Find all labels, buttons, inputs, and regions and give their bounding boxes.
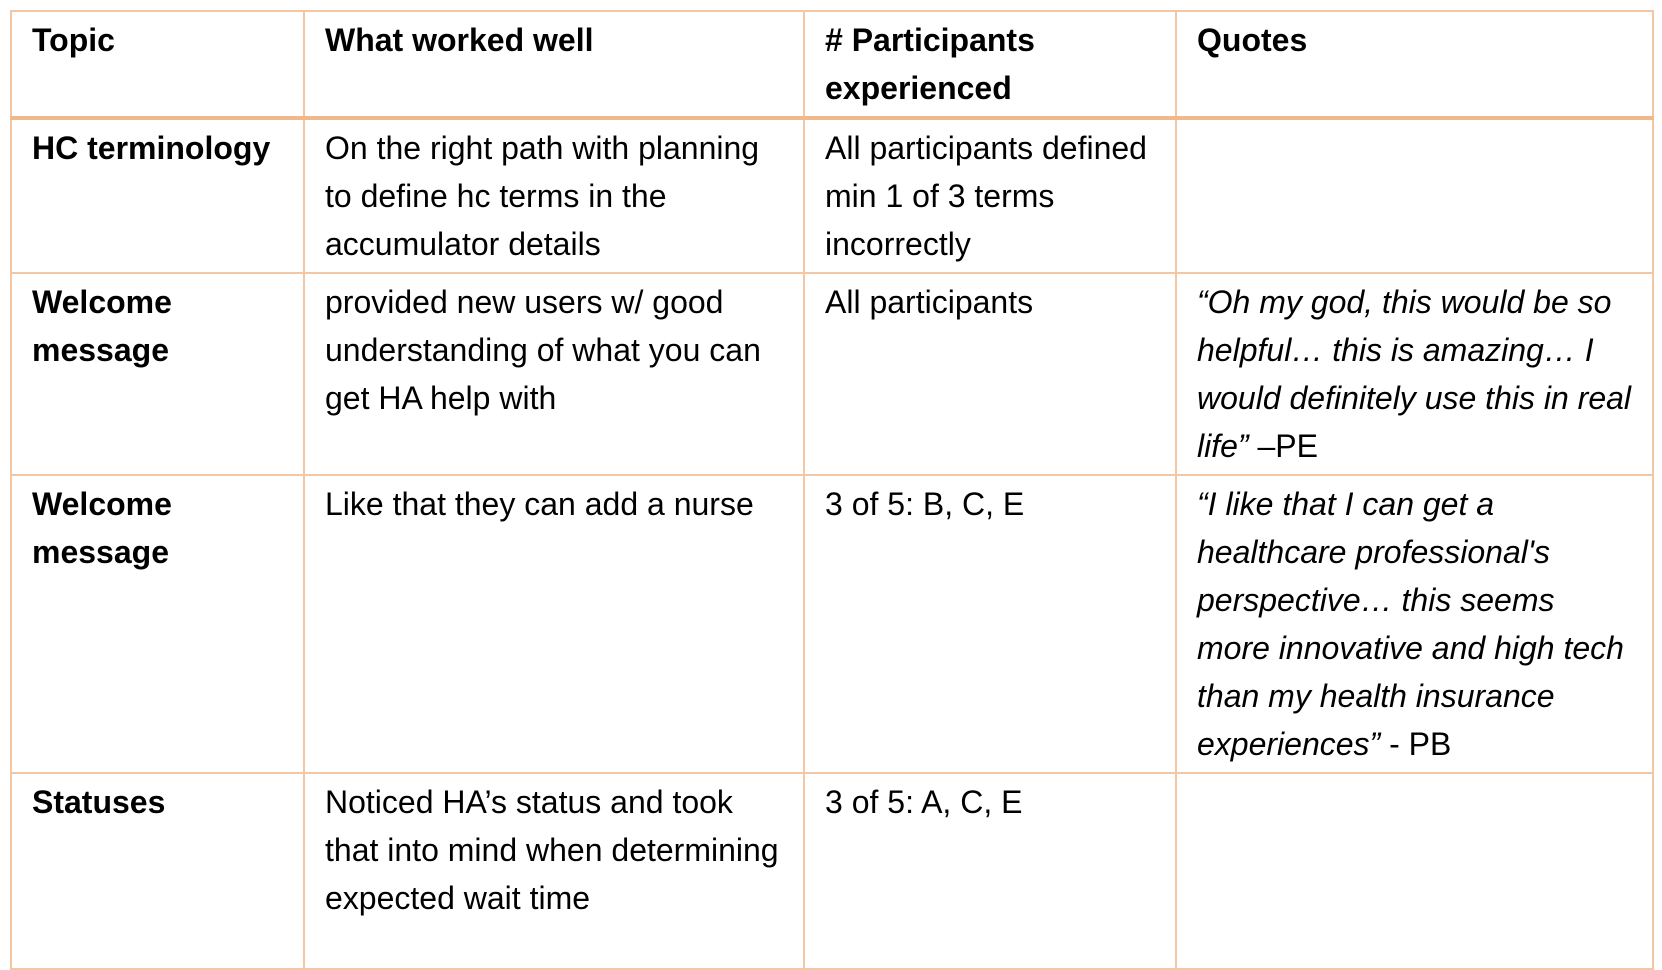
participants-cell: All participants (804, 273, 1176, 475)
quote-cell (1176, 773, 1653, 969)
quote-attribution: - PB (1380, 726, 1452, 762)
quote-cell (1176, 475, 1653, 773)
findings-table (10, 10, 1654, 970)
quote-attribution: –PE (1248, 428, 1318, 464)
quote-cell (1176, 118, 1653, 273)
quote-text: “I like that I can get a healthcare professional's perspective… this seems more innovative and high tech than my health insurance experiences” (1197, 486, 1624, 762)
worked-cell: provided new users w/ good understanding of what you can get HA help with (304, 273, 804, 475)
quote-cell (1176, 273, 1653, 475)
header-row (11, 11, 1653, 118)
topic-cell: HC terminology (11, 118, 304, 273)
participants-cell: 3 of 5: A, C, E (804, 773, 1176, 969)
worked-cell: Like that they can add a nurse (304, 475, 804, 773)
table-row (11, 773, 1653, 969)
participants-cell: All participants defined min 1 of 3 terms incorrectly (804, 118, 1176, 273)
header-quotes: Quotes (1176, 11, 1653, 118)
participants-cell: 3 of 5: B, C, E (804, 475, 1176, 773)
table-row (11, 118, 1653, 273)
worked-cell: On the right path with planning to define hc terms in the accumulator details (304, 118, 804, 273)
header-what-worked-well: What worked well (304, 11, 804, 118)
worked-cell: Noticed HA’s status and took that into mind when determining expected wait time (304, 773, 804, 969)
header-topic: Topic (11, 11, 304, 118)
table-row (11, 273, 1653, 475)
table-row (11, 475, 1653, 773)
topic-cell: Welcome message (11, 475, 304, 773)
quote-text: “Oh my god, this would be so helpful… this is amazing… I would definitely use this in real life” (1197, 284, 1632, 464)
topic-cell: Statuses (11, 773, 304, 969)
header-participants: # Participants experienced (804, 11, 1176, 118)
topic-cell: Welcome message (11, 273, 304, 475)
